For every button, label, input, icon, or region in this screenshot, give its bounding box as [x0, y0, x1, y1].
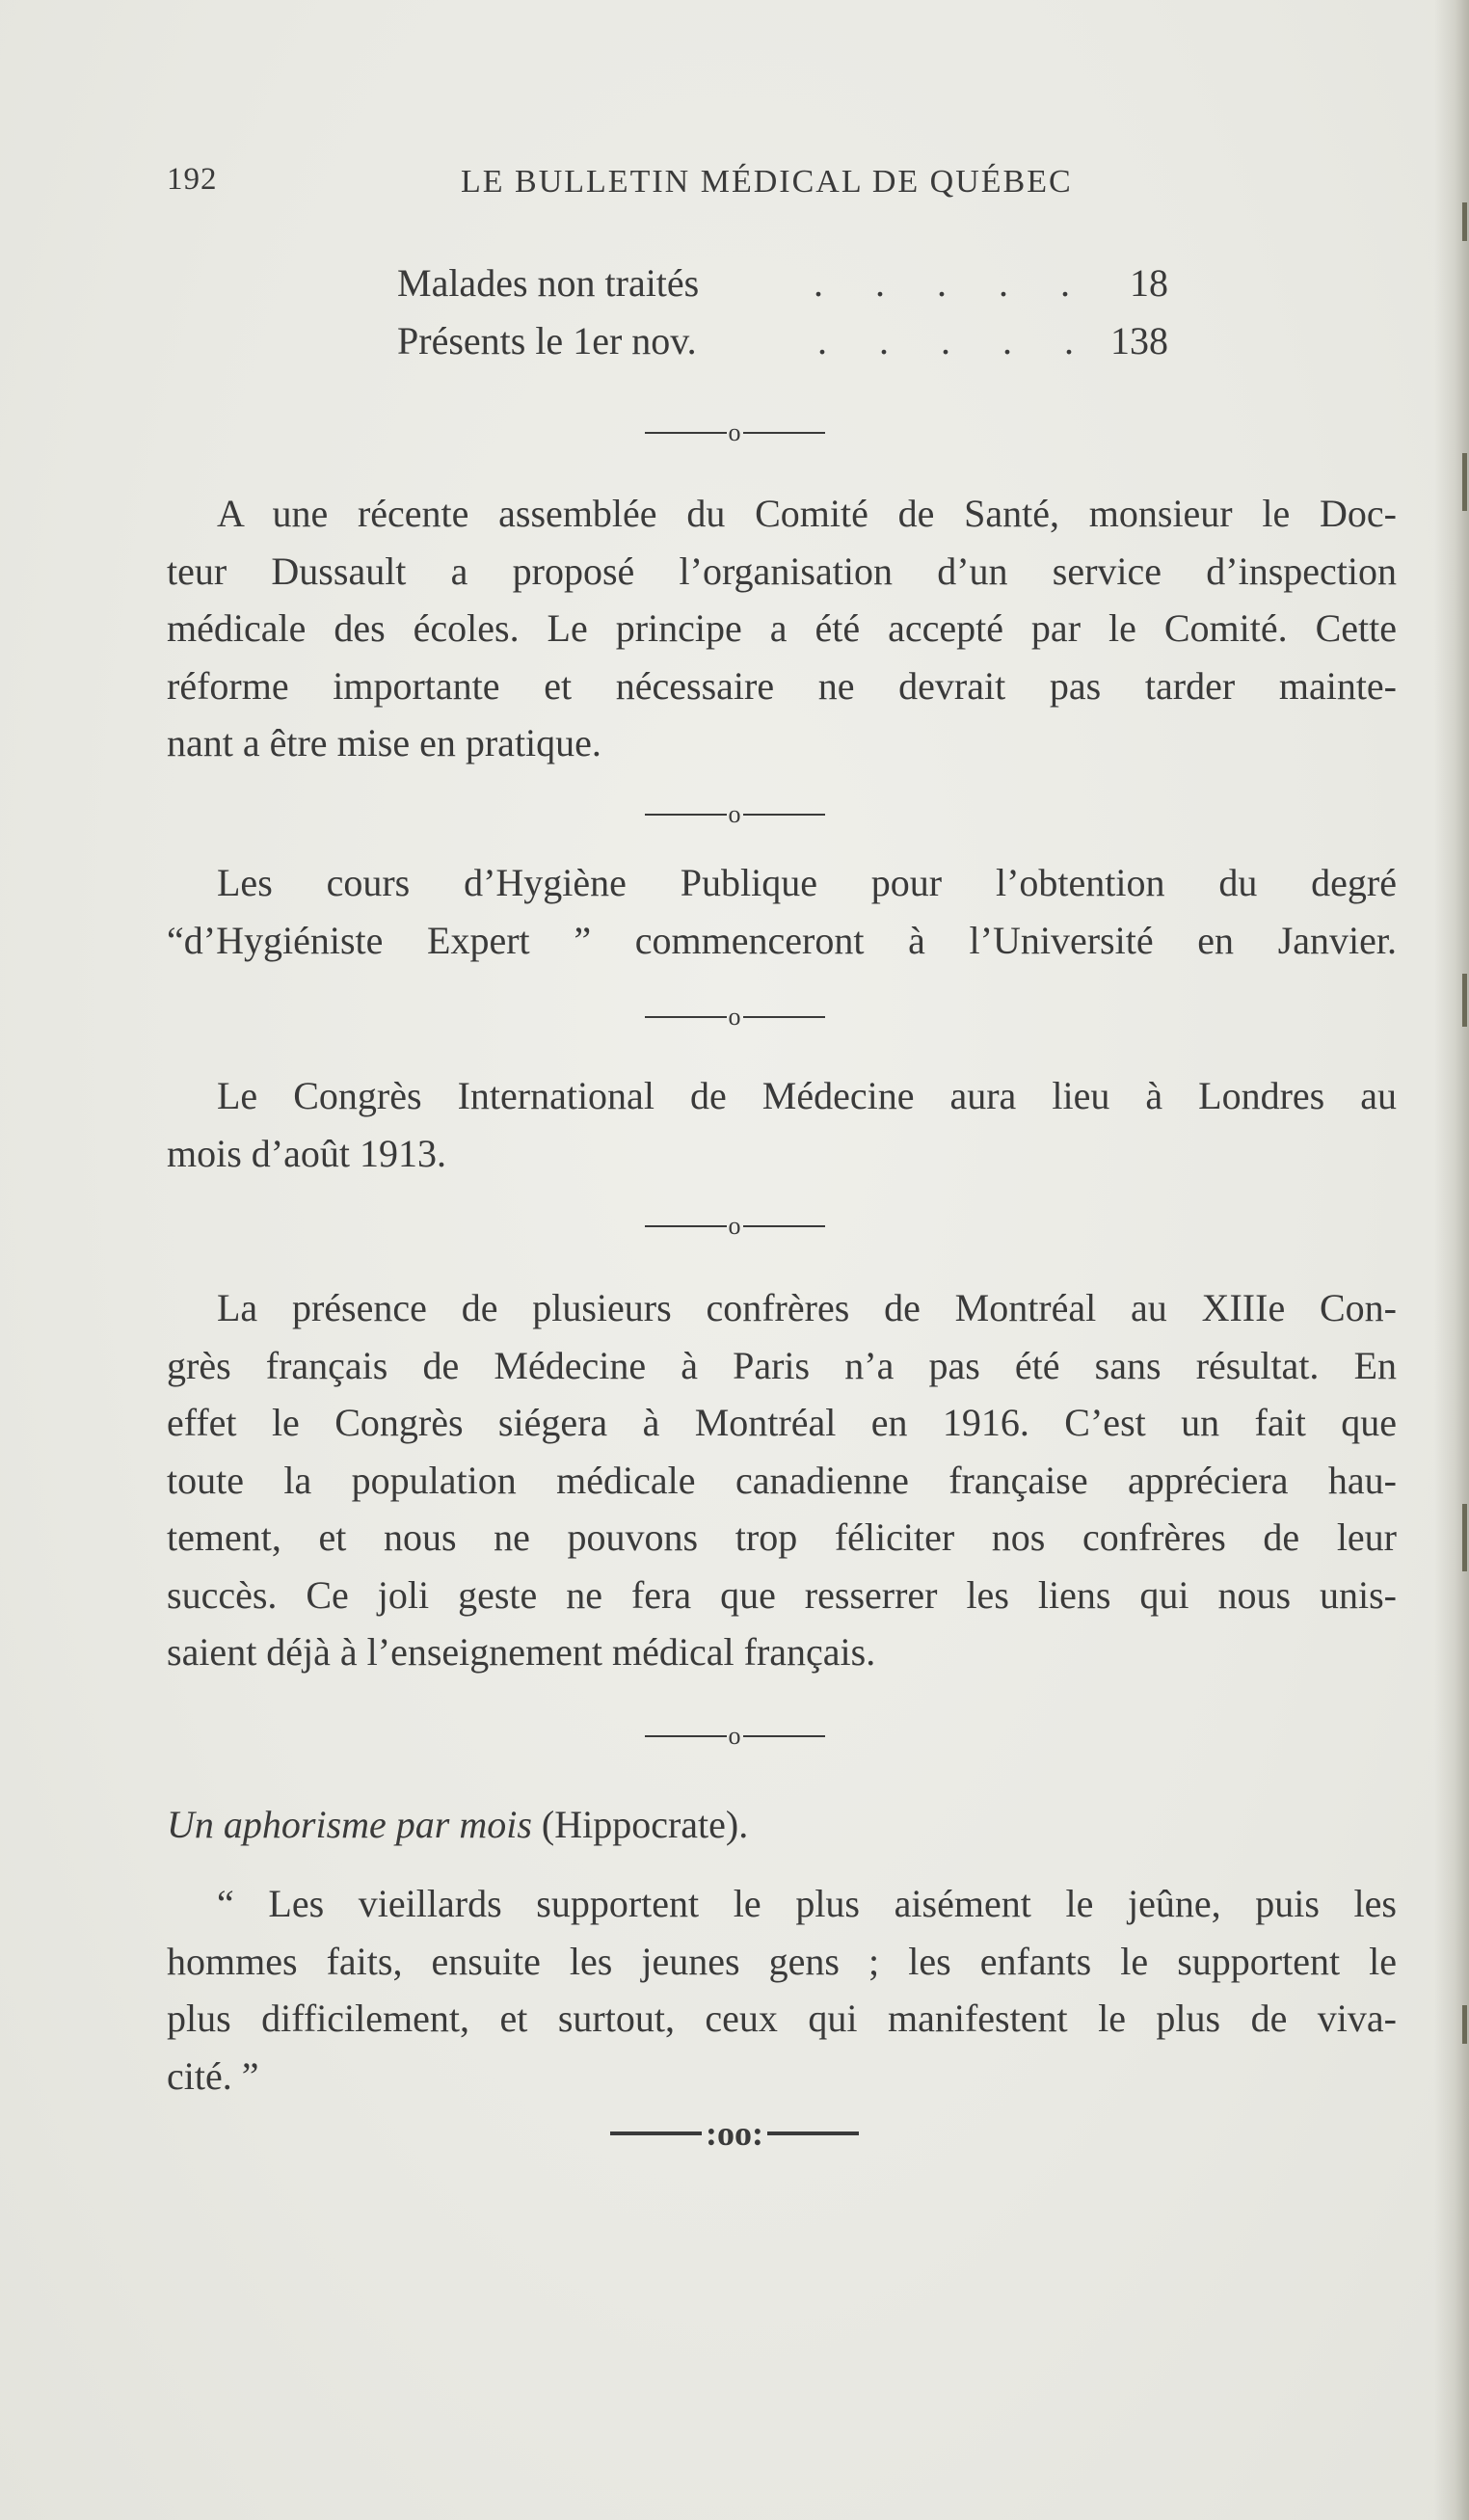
stats-leader-dots: . . . . .: [814, 261, 1091, 305]
separator-symbol: o: [728, 417, 741, 446]
page-header: [167, 162, 1102, 204]
quote-line: hommes faits, ensuite les jeunes gens ; les enfants le supportent le: [167, 1939, 1397, 1983]
separator-symbol: o: [728, 1002, 741, 1031]
separator-symbol: o: [728, 799, 741, 828]
quote-line: “ Les vieillards supportent le plus aisément le jeûne, puis les: [217, 1882, 1397, 1925]
separator-line: [767, 2131, 859, 2135]
quote-line: plus difficilement, et surtout, ceux qui manifestent le plus de viva-: [167, 1997, 1397, 2040]
paragraph-line: nant a être mise en pratique.: [167, 721, 601, 764]
end-ornament: [0, 2113, 1469, 2154]
separator-symbol: o: [728, 1721, 741, 1750]
stats-table: [397, 260, 1168, 376]
ornament-symbol: :oo:: [706, 2114, 763, 2153]
stats-row: [397, 318, 1168, 376]
paragraph-line: Les cours d’Hygiène Publique pour l’obtention du degré: [217, 861, 1397, 904]
paragraph-line: “d’Hygiéniste Expert ” commenceront à l’Université en Janvier.: [167, 918, 1397, 962]
aphorism-title-source: (Hippocrate).: [531, 1803, 749, 1846]
stats-value: 138: [1110, 319, 1168, 362]
page-number: 192: [167, 162, 218, 197]
stats-row: [397, 260, 1168, 318]
separator-line: [743, 1016, 825, 1018]
separator-line: [645, 1016, 727, 1018]
separator-line: [743, 432, 825, 434]
section-separator: [0, 416, 1469, 447]
section-separator: [0, 1000, 1469, 1032]
paragraph-line: médicale des écoles. Le principe a été accepté par le Comité. Cette: [167, 606, 1397, 650]
stats-label: Malades non traités: [397, 261, 700, 305]
separator-line: [645, 814, 727, 816]
separator-symbol: o: [728, 1211, 741, 1240]
separator-line: [610, 2131, 702, 2135]
aphorism-heading: [167, 1796, 1397, 1854]
paragraph-line: A une récente assemblée du Comité de Santé, monsieur le Doc-: [217, 492, 1397, 535]
paragraph-cours-hygiene: [167, 854, 1397, 969]
separator-line: [743, 1225, 825, 1227]
paragraph-line: toute la population médicale canadienne française appréciera hau-: [167, 1458, 1397, 1502]
paragraph-line: réforme importante et nécessaire ne devrait pas tarder mainte-: [167, 663, 1397, 708]
paragraph-congres-montreal: [167, 1279, 1397, 1681]
separator-line: [743, 1735, 825, 1737]
stats-label: Présents le 1er nov.: [397, 319, 697, 362]
paragraph-line: teur Dussault a proposé l’organisation d’un service d’inspection: [167, 549, 1397, 593]
paragraph-inspection-medicale: [167, 485, 1397, 772]
section-separator: [0, 1719, 1469, 1751]
aphorism-title-italic: Un aphorisme par mois: [167, 1803, 532, 1846]
separator-line: [645, 1735, 727, 1737]
aphorism-title: [167, 1796, 1397, 1854]
stats-value: 18: [1130, 261, 1168, 305]
paragraph-congres-international: [167, 1067, 1397, 1182]
paragraph-line: succès. Ce joli geste ne fera que resserrer les liens qui nous unis-: [167, 1572, 1397, 1617]
separator-line: [645, 432, 727, 434]
aphorism-quote: [167, 1875, 1397, 2104]
paragraph-line: effet le Congrès siégera à Montréal en 1916. C’est un fait que: [167, 1401, 1397, 1444]
quote-line: cité. ”: [167, 2053, 259, 2098]
stats-leader-dots: . . . . .: [817, 319, 1095, 362]
paragraph-line: La présence de plusieurs confrères de Montréal au XIIIe Con-: [217, 1286, 1397, 1329]
paragraph-line: mois d’août 1913.: [167, 1131, 446, 1175]
paragraph-line: tement, et nous ne pouvons trop féliciter nos confrères de leur: [167, 1515, 1397, 1559]
paragraph-line: grès français de Médecine à Paris n’a pas été sans résultat. En: [167, 1343, 1397, 1387]
running-head: LE BULLETIN MÉDICAL DE QUÉBEC: [461, 164, 1073, 200]
section-separator: [0, 1209, 1469, 1241]
section-separator: [0, 797, 1469, 829]
separator-line: [645, 1225, 727, 1227]
paragraph-line: Le Congrès International de Médecine aura lieu à Londres au: [217, 1074, 1397, 1117]
separator-line: [743, 814, 825, 816]
paragraph-line: saient déjà à l’enseignement médical français.: [167, 1630, 876, 1674]
